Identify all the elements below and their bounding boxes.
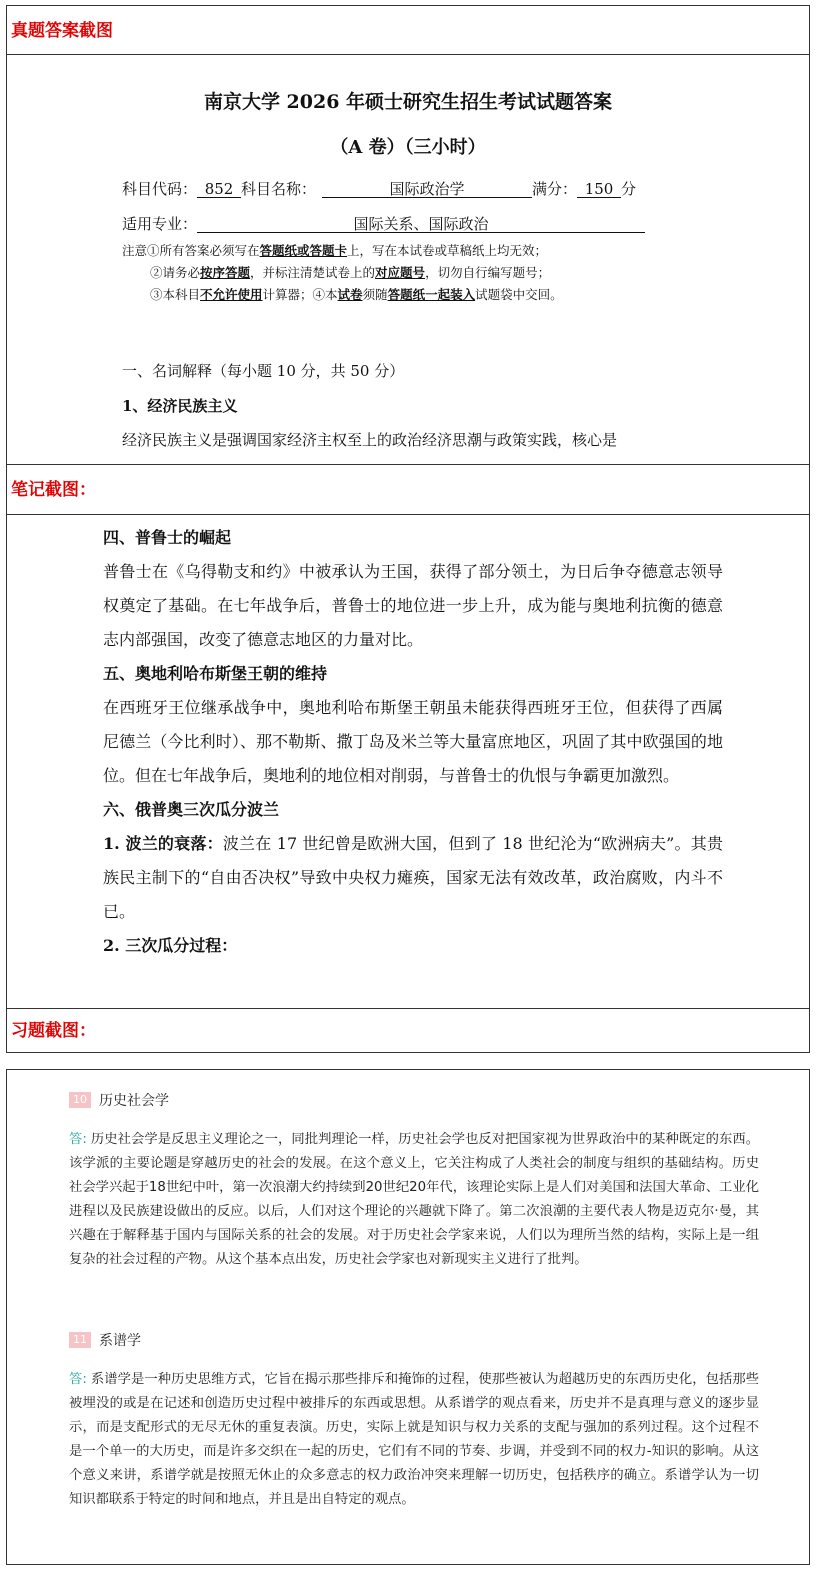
section-label-exercise: 习题截图：: [11, 1021, 96, 1041]
exercise-item-header: [69, 1090, 759, 1112]
subject-name-value: 国际政治学: [322, 181, 532, 198]
notes-panel: [6, 514, 810, 1009]
question-answer-text: 经济民族主义是强调国家经济主权至上的政治经济思潮与政策实践，核心是: [122, 431, 618, 449]
exercise-item: [69, 1090, 759, 1272]
exercise-header: [6, 1008, 810, 1053]
exercise-panel: [6, 1069, 810, 1565]
major-row: [122, 213, 645, 234]
exam-answer-header: [6, 5, 810, 55]
exercise-item: [69, 1330, 759, 1512]
exam-info-row: [122, 178, 636, 199]
exercise-number-badge: 10: [69, 1092, 91, 1108]
full-score-unit: 分: [621, 180, 637, 198]
subject-code-value: 852: [197, 181, 241, 198]
full-score-value: 150: [577, 181, 621, 198]
exam-notes: [122, 240, 563, 306]
exercise-item-header: [69, 1330, 759, 1352]
answer-text: 系谱学是一种历史思维方式，它旨在揭示那些排斥和掩饰的过程，使那些被认为超越历史的东西历史化，包括那些被埋没的或是在记述和创造历史过程中被排斥的东西或思想。从系谱学的观点看来，历史并不是真理与意义的逐步显示，而是支配形式的无尽无休的重复表演。历史，实际上就是知识与权力关系的支配与强加的系列过程。这个过程不是一个单一的大历史，而是许多交织在一起的历史，它们有不同的节奏、步调，并受到不同的权力-知识的影响。从这个意义来讲，系谱学就是按照无休止的众多意志的权力政治冲突来理解一切历史，包括秩序的确立。系谱学认为一切知识都联系于特定的时间和地点，并且是出自特定的观点。: [69, 1372, 759, 1507]
answer-label: 答:: [69, 1132, 87, 1147]
notes-header: [6, 464, 810, 515]
notes-paragraph-3-text: 波兰在 17 世纪曾是欧洲大国，但到了 18 世纪沦为“欧洲病夫”。其贵族民主制下的“自由否决权”导致中央权力瘫痪，国家无法有效改革，政治腐败，内斗不已。: [103, 834, 723, 921]
exercise-title: 历史社会学: [99, 1093, 169, 1109]
answer-label: 答:: [69, 1372, 87, 1387]
note-line-3: ③本科目不允许使用计算器；④本试卷须随答题纸一起装入试题袋中交回。: [150, 287, 563, 302]
section-label-exam-answer: 真题答案截图: [11, 21, 113, 41]
exam-subtitle: （A 卷）（三小时）: [330, 137, 486, 158]
major-label: 适用专业：: [122, 215, 198, 233]
notes-paragraph-4: 2. 三次瓜分过程：: [103, 936, 238, 955]
question-title: 1、经济民族主义: [122, 397, 238, 415]
notes-paragraph-3-lead: 1. 波兰的衰落：: [103, 834, 223, 853]
full-score-label: 满分：: [532, 180, 578, 198]
subject-code-label: 科目代码：: [122, 180, 198, 198]
exercise-answer: [69, 1368, 759, 1512]
exam-title: 南京大学 2026 年硕士研究生招生考试试题答案: [203, 91, 613, 113]
exercise-title: 系谱学: [99, 1333, 141, 1349]
exercise-number-badge: 11: [69, 1332, 91, 1348]
exam-answer-panel: [6, 54, 810, 465]
notes-paragraph-3: [103, 827, 723, 929]
major-value: 国际关系、国际政治: [197, 216, 645, 233]
note-line-1: 注意①所有答案必须写在答题纸或答题卡上，写在本试卷或草稿纸上均无效；: [122, 243, 548, 258]
note-line-2: ②请务必按序答题，并标注清楚试卷上的对应题号，切勿自行编写题号；: [150, 265, 551, 280]
notes-heading-2: 五、奥地利哈布斯堡王朝的维持: [103, 664, 328, 683]
notes-content: [103, 521, 723, 963]
exercise-answer: [69, 1128, 759, 1272]
notes-paragraph-1: 普鲁士在《乌得勒支和约》中被承认为王国，获得了部分领土，为日后争夺德意志领导权奠定了基础。在七年战争后，普鲁士的地位进一步上升，成为能与奥地利抗衡的德意志内部强国，改变了德意志地区的力量对比。: [103, 562, 723, 649]
answer-text: 历史社会学是反思主义理论之一，同批判理论一样，历史社会学也反对把国家视为世界政治中的某种既定的东西。该学派的主要论题是穿越历史的社会的发展。在这个意义上，它关注构成了人类社会的制度与组织的基础结构。历史社会学兴起于18世纪中叶，第一次浪潮大约持续到20世纪20年代，该理论实际上是人们对美国和法国大革命、工业化进程以及民族建设做出的反应。以后，人们对这个理论的兴趣就下降了。第二次浪潮的主要代表人物是迈克尔·曼，其兴趣在于解释基于国内与国际关系的社会的发展。对于历史社会学家来说，人们以为理所当然的结构，实际上是一组复杂的社会过程的产物。从这个基本点出发，历史社会学家也对新现实主义进行了批判。: [69, 1132, 759, 1267]
subject-name-label: 科目名称：: [241, 180, 317, 198]
notes-heading-3: 六、俄普奥三次瓜分波兰: [103, 800, 280, 819]
question-section-heading: 一、名词解释（每小题 10 分，共 50 分）: [122, 362, 405, 380]
section-label-notes: 笔记截图：: [11, 480, 96, 500]
notes-paragraph-2: 在西班牙王位继承战争中，奥地利哈布斯堡王朝虽未能获得西班牙王位，但获得了西属尼德兰（今比利时）、那不勒斯、撒丁岛及米兰等大量富庶地区，巩固了其中欧强国的地位。但在七年战争后，奥地利的地位相对削弱，与普鲁士的仇恨与争霸更加激烈。: [103, 698, 723, 785]
notes-heading-1: 四、普鲁士的崛起: [103, 528, 232, 547]
